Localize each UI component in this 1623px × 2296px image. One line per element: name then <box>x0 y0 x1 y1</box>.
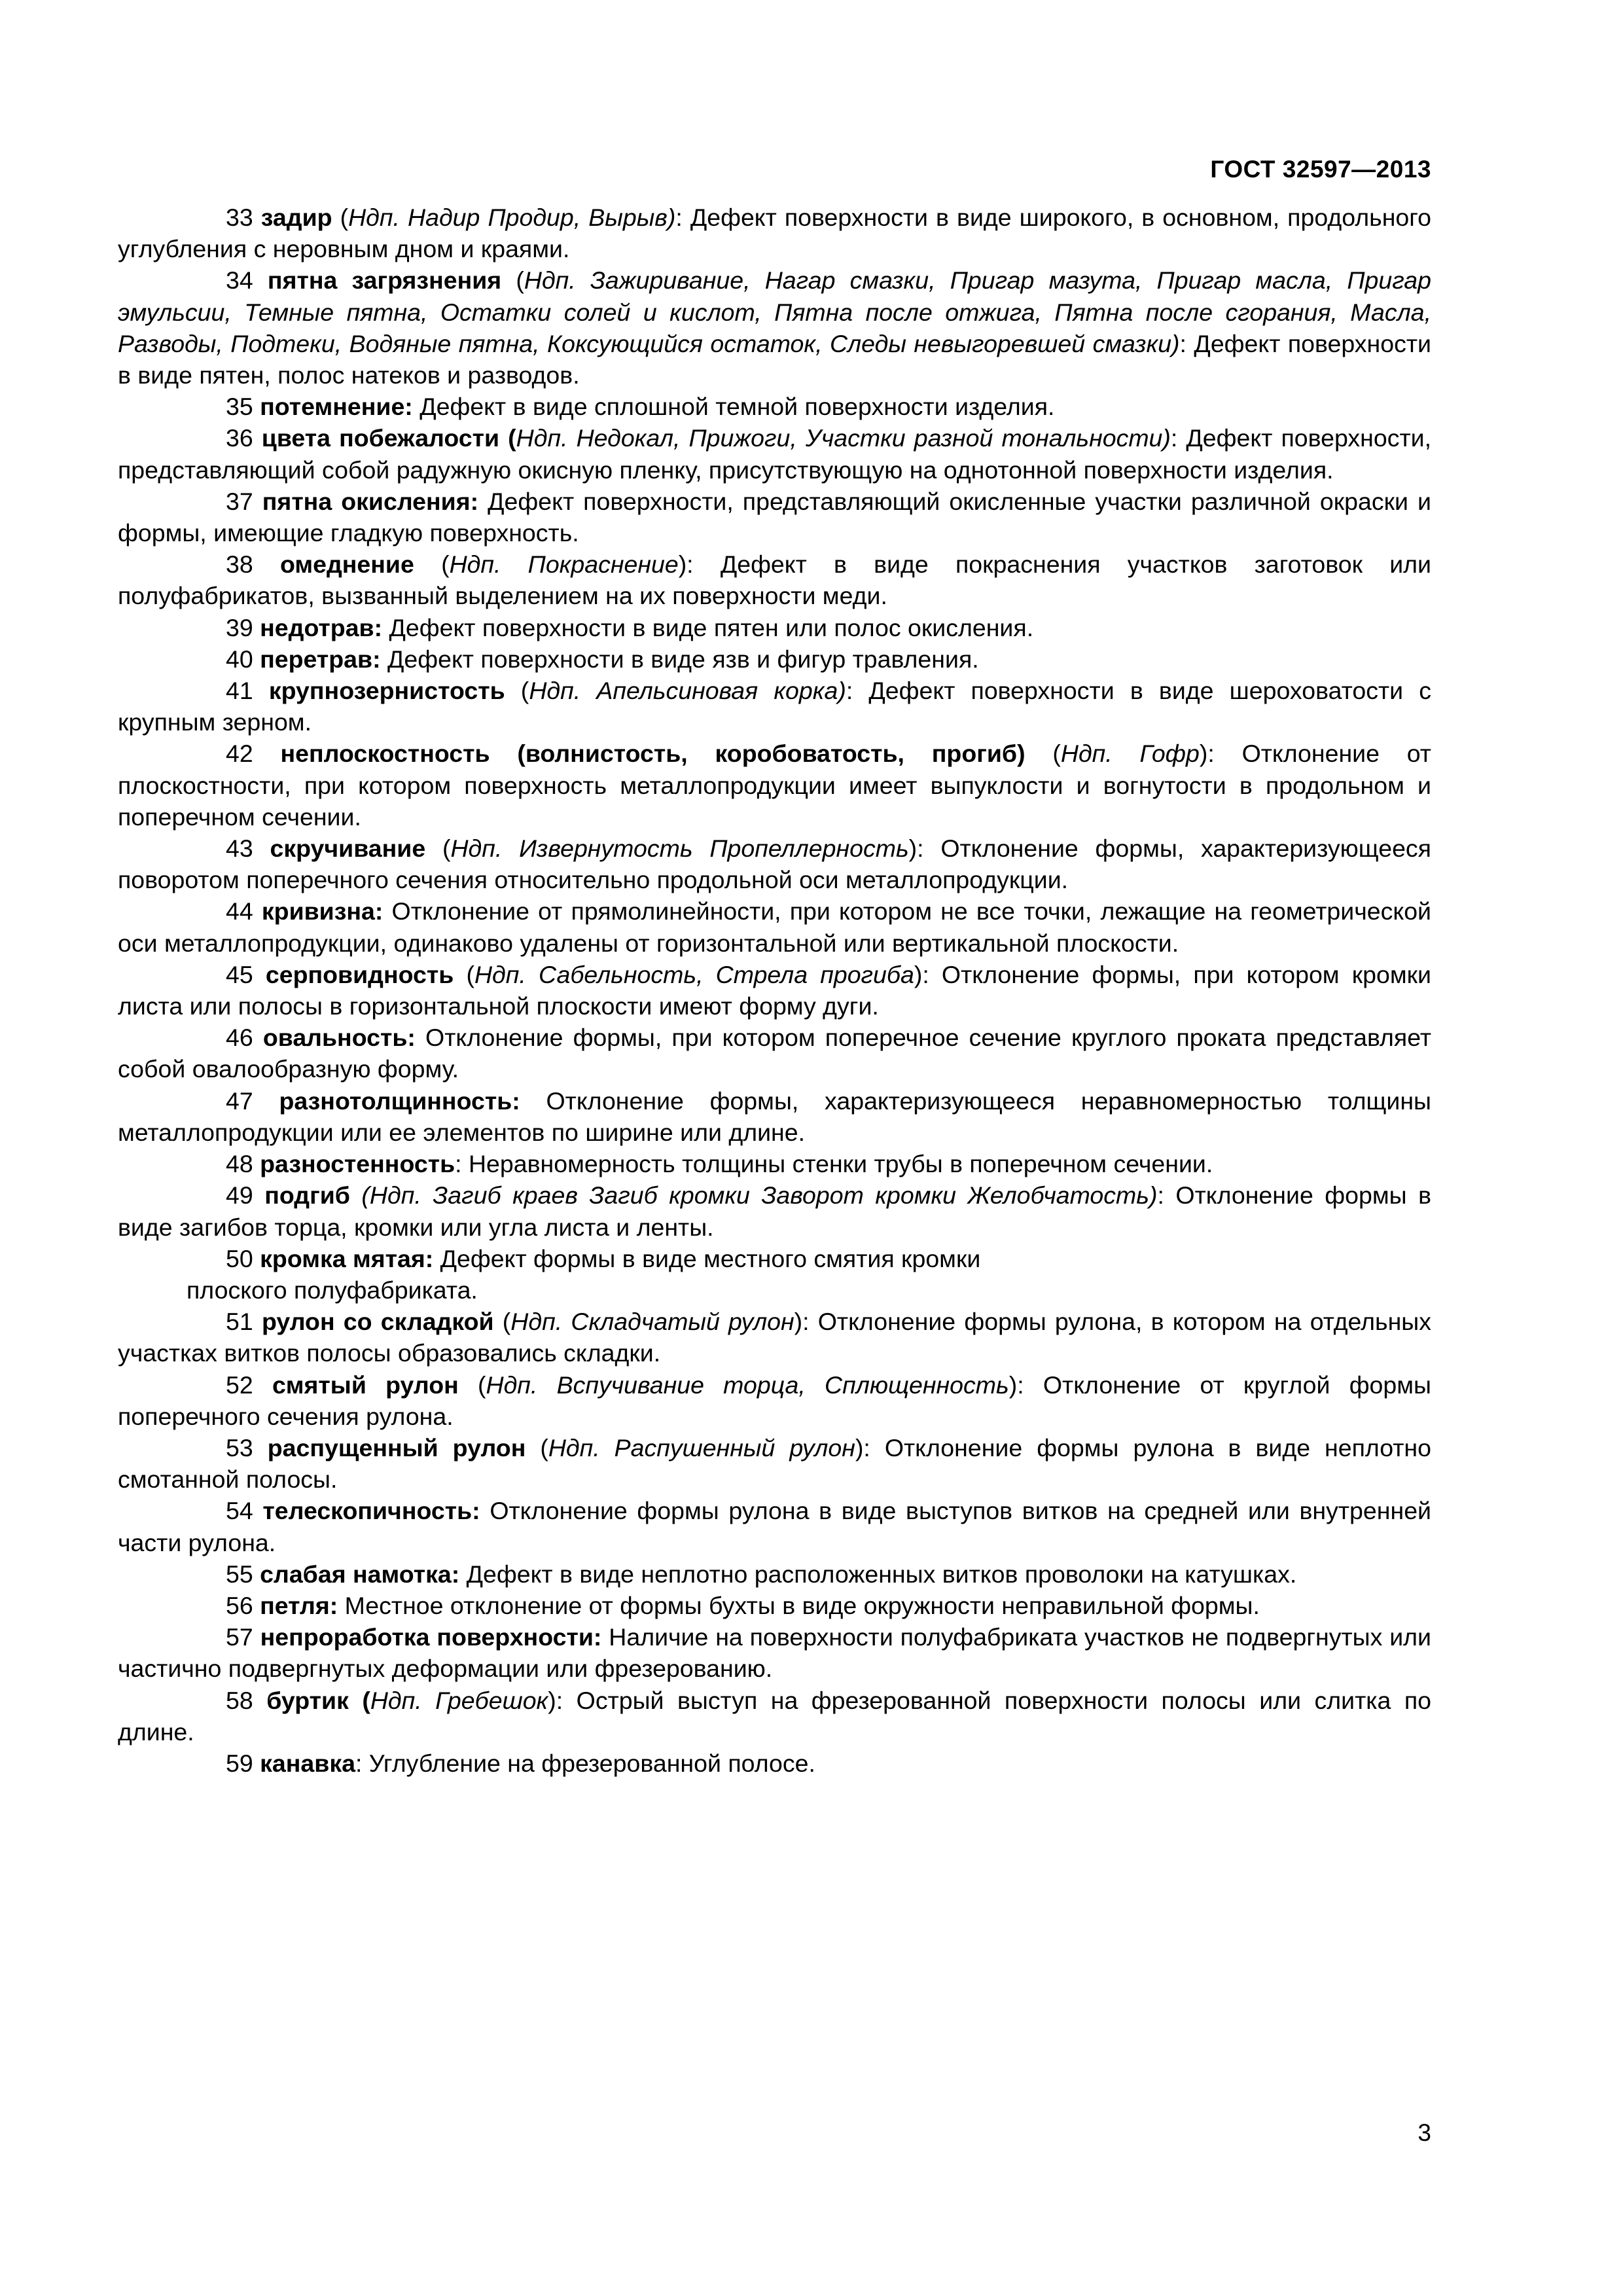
entry-definition: ): Отклонение формы, характеризующееся поворотом поперечного сечения относительно продольной оси металлопродукции. <box>118 834 1431 894</box>
entry-number: 55 <box>226 1560 253 1588</box>
entry-definition: : Дефект поверхности, представляющий собой радужную окисную пленку, присутствующую на однотонной поверхности изделия. <box>118 424 1432 484</box>
entry-number: 59 <box>226 1749 253 1777</box>
term-entry <box>118 1243 1431 1274</box>
entry-term: перетрав: <box>260 645 381 673</box>
page-number: 3 <box>1418 2119 1431 2146</box>
entry-number: 36 <box>226 424 253 452</box>
entry-term: недотрав: <box>260 613 383 641</box>
term-entry <box>118 548 1431 611</box>
entry-term: канавка <box>260 1749 355 1777</box>
entry-deprecated-synonyms: Ндп. Вспучивание торца, Сплющенность <box>486 1371 1009 1399</box>
entry-deprecated-synonyms: Ндп. Зажиривание, Нагар смазки, Пригар мазута, Пригар масла, Пригар эмульсии, Темные пятна, Остатки солей и кислот, Пятна после отжига, Пятна после сгорания, Масла, Разводы, Подтеки, Водяные пятна, Коксующийся остаток, Следы невыгоревшей смазки) <box>118 266 1431 357</box>
term-entry <box>118 675 1431 738</box>
entry-term: разнотолщинность: <box>279 1086 520 1115</box>
entry-definition: Отклонение формы рулона в виде выступов витков на средней или внутренней части рулона. <box>118 1497 1431 1556</box>
term-entry <box>118 1022 1431 1085</box>
entry-number: 57 <box>226 1623 253 1651</box>
entry-punct: ( <box>414 550 450 579</box>
entry-term: пятна окисления: <box>262 487 479 515</box>
entry-term: серповидность <box>265 960 454 988</box>
entry-deprecated-synonyms: Ндп. Покраснение <box>449 550 679 579</box>
entry-number: 46 <box>226 1024 253 1052</box>
entry-number: 38 <box>226 550 253 579</box>
entry-term: овальность: <box>262 1024 416 1052</box>
entry-deprecated-synonyms: Ндп. Надир Продир, Вырыв) <box>348 204 676 231</box>
entry-definition: Дефект в виде неплотно расположенных витков проволоки на катушках. <box>459 1560 1297 1588</box>
entry-term: пятна загрязнения <box>267 266 502 295</box>
term-entry <box>118 1748 1431 1779</box>
entry-number: 52 <box>226 1371 253 1399</box>
term-entry <box>118 264 1431 391</box>
entry-number: 54 <box>226 1497 253 1525</box>
entry-definition: ): Отклонение формы рулона, в котором на отдельных участках витков полосы образовались складки. <box>118 1308 1431 1367</box>
entry-deprecated-synonyms: Ндп. Гофр <box>1060 740 1200 768</box>
entry-definition: плоского полуфабриката. <box>187 1276 478 1304</box>
term-entry <box>118 959 1431 1022</box>
entry-number: 33 <box>226 204 253 231</box>
term-entry <box>118 1432 1431 1495</box>
entry-term: распущенный рулон <box>267 1433 526 1462</box>
term-entry <box>118 833 1431 895</box>
entry-deprecated-synonyms: Ндп. Сабельность, Стрела прогиба <box>474 960 914 988</box>
entry-deprecated-synonyms: (Ндп. Загиб краев Загиб кромки Заворот кромки Желобчатость) <box>361 1181 1158 1210</box>
entry-definition: : Дефект поверхности в виде шероховатости с крупным зерном. <box>118 677 1431 736</box>
entry-definition: Отклонение формы, характеризующееся неравномерностью толщины металлопродукции или ее элементов по ширине или длине. <box>118 1086 1431 1146</box>
entry-number: 51 <box>226 1308 253 1336</box>
entry-term: крупнозернистость <box>268 677 505 705</box>
entry-number: 56 <box>226 1591 253 1619</box>
entry-definition: Дефект в виде сплошной темной поверхности изделия. <box>412 393 1055 421</box>
entry-definition: ): Острый выступ на фрезерованной поверхности полосы или слитка по длине. <box>118 1686 1431 1746</box>
entry-deprecated-synonyms: Ндп. Недокал, Прижоги, Участки разной тональности) <box>516 424 1171 452</box>
entry-punct: ( <box>493 1308 511 1336</box>
entry-definition: ): Дефект в виде покраснения участков заготовок или полуфабрикатов, вызванный выделением на их поверхности меди. <box>118 550 1431 610</box>
term-entry <box>118 1495 1431 1558</box>
term-entry <box>118 1148 1431 1179</box>
term-entry <box>118 202 1431 264</box>
entry-term: скручивание <box>270 834 426 863</box>
entry-punct: ( <box>332 204 349 231</box>
term-entry <box>118 1558 1431 1590</box>
entry-deprecated-synonyms: Ндп. Складчатый рулон <box>510 1308 794 1336</box>
entry-number: 47 <box>226 1086 253 1115</box>
entry-deprecated-synonyms: Ндп. Гребешок <box>370 1686 548 1714</box>
term-entry <box>118 1306 1431 1369</box>
entry-punct: ( <box>501 266 524 295</box>
entry-definition: : Дефект поверхности в виде широкого, в основном, продольного углубления с неровным дном и краями. <box>118 204 1431 263</box>
entry-term: смятый рулон <box>272 1371 459 1399</box>
entry-definition: Дефект поверхности в виде язв и фигур травления. <box>380 645 979 673</box>
entry-term: непроработка поверхности: <box>260 1623 602 1651</box>
entry-definition: : Неравномерность толщины стенки трубы в поперечном сечении. <box>455 1150 1213 1178</box>
entry-term: телескопичность: <box>262 1497 480 1525</box>
entry-number: 41 <box>226 677 253 705</box>
term-entry <box>118 1085 1431 1148</box>
entry-term: буртик ( <box>266 1686 370 1714</box>
term-entry <box>118 486 1431 548</box>
entry-definition: ): Отклонение формы рулона в виде неплотно смотанной полосы. <box>118 1433 1431 1494</box>
term-entry <box>118 612 1431 643</box>
entry-number: 40 <box>226 645 253 673</box>
entry-number: 39 <box>226 613 253 641</box>
entry-term: задир <box>260 204 332 231</box>
entry-number: 35 <box>226 393 253 421</box>
entry-deprecated-synonyms: Ндп. Извернутость Пропеллерность <box>450 834 909 863</box>
entry-definition: Дефект поверхности в виде пятен или полос окисления. <box>382 613 1034 641</box>
entry-term: потемнение: <box>260 393 413 421</box>
entry-number: 37 <box>226 487 253 515</box>
entry-term: неплоскостность (волнистость, коробоватость, прогиб) <box>280 740 1026 768</box>
entry-number: 42 <box>226 740 253 768</box>
entry-punct <box>350 1181 362 1209</box>
entry-number: 49 <box>226 1181 253 1210</box>
entry-definition: ): Отклонение от круглой формы поперечного сечения рулона. <box>118 1371 1432 1430</box>
entry-punct: ( <box>458 1371 486 1399</box>
entry-punct: ( <box>505 677 529 705</box>
entry-term: разностенность <box>260 1150 455 1178</box>
entry-definition: Дефект поверхности, представляющий окисленные участки различной окраски и формы, имеющие гладкую поверхность. <box>118 487 1431 547</box>
entry-number: 43 <box>226 834 253 863</box>
entry-punct: ( <box>425 834 451 863</box>
term-entry <box>118 895 1431 958</box>
term-entry <box>118 422 1431 485</box>
entry-punct: ( <box>1025 740 1061 768</box>
entry-definition: ): Отклонение от плоскостности, при котором поверхность металлопродукции имеет выпуклости и вогнутости в продольном и поперечном сечении. <box>118 740 1431 831</box>
entry-term: цвета побежалости ( <box>261 424 516 452</box>
term-entry <box>118 1621 1431 1684</box>
standard-number: ГОСТ 32597—2013 <box>1210 156 1431 183</box>
entry-term: петля: <box>260 1591 338 1619</box>
entry-number: 44 <box>226 897 253 925</box>
entry-definition: Наличие на поверхности полуфабриката участков не подвергнутых или частично подвергнутых деформации или фрезерованию. <box>118 1623 1431 1683</box>
entry-definition: Отклонение от прямолинейности, при котором не все точки, лежащие на геометрической оси металлопродукции, одинаково удалены от горизонтальной или вертикальной плоскости. <box>118 897 1431 957</box>
entry-definition: Отклонение формы, при котором поперечное сечение круглого проката представляет собой овалообразную форму. <box>118 1024 1431 1083</box>
term-entry <box>118 1179 1431 1242</box>
entry-definition: Дефект формы в виде местного смятия кромки <box>433 1244 981 1272</box>
entry-punct: ( <box>454 960 474 988</box>
entry-term: рулон со складкой <box>261 1308 494 1336</box>
entry-deprecated-synonyms: Ндп. Апельсиновая корка) <box>529 677 846 705</box>
entry-number: 58 <box>226 1686 253 1714</box>
entry-definition: : Дефект поверхности в виде пятен, полос натеков и разводов. <box>118 329 1431 389</box>
term-entry <box>118 1685 1431 1748</box>
entry-definition: : Отклонение формы в виде загибов торца, кромки или угла листа и ленты. <box>118 1181 1432 1241</box>
entry-punct: ( <box>526 1433 548 1462</box>
entry-definition: : Углубление на фрезерованной полосе. <box>355 1749 815 1777</box>
entry-number: 34 <box>226 266 253 295</box>
entry-deprecated-synonyms: Ндп. Распушенный рулон <box>548 1433 855 1462</box>
term-entry-continuation <box>118 1274 1431 1306</box>
entry-number: 45 <box>226 960 253 988</box>
entry-term: кромка мятая: <box>260 1244 434 1272</box>
term-entry <box>118 1590 1431 1621</box>
entry-number: 50 <box>226 1244 253 1272</box>
entry-term: подгиб <box>264 1181 350 1210</box>
entry-definition: ): Отклонение формы, при котором кромки листа или полосы в горизонтальной плоскости имеют форму дуги. <box>118 960 1431 1020</box>
entry-term: омеднение <box>279 550 414 579</box>
term-entry <box>118 391 1431 422</box>
term-entry <box>118 643 1431 675</box>
entry-term: кривизна: <box>261 897 383 925</box>
term-entry <box>118 738 1431 833</box>
term-list <box>118 202 1431 1779</box>
entry-number: 48 <box>226 1150 253 1178</box>
entry-term: слабая намотка: <box>260 1560 460 1588</box>
entry-number: 53 <box>226 1433 253 1462</box>
entry-definition: Местное отклонение от формы бухты в виде окружности неправильной формы. <box>338 1591 1260 1619</box>
term-entry <box>118 1369 1431 1432</box>
